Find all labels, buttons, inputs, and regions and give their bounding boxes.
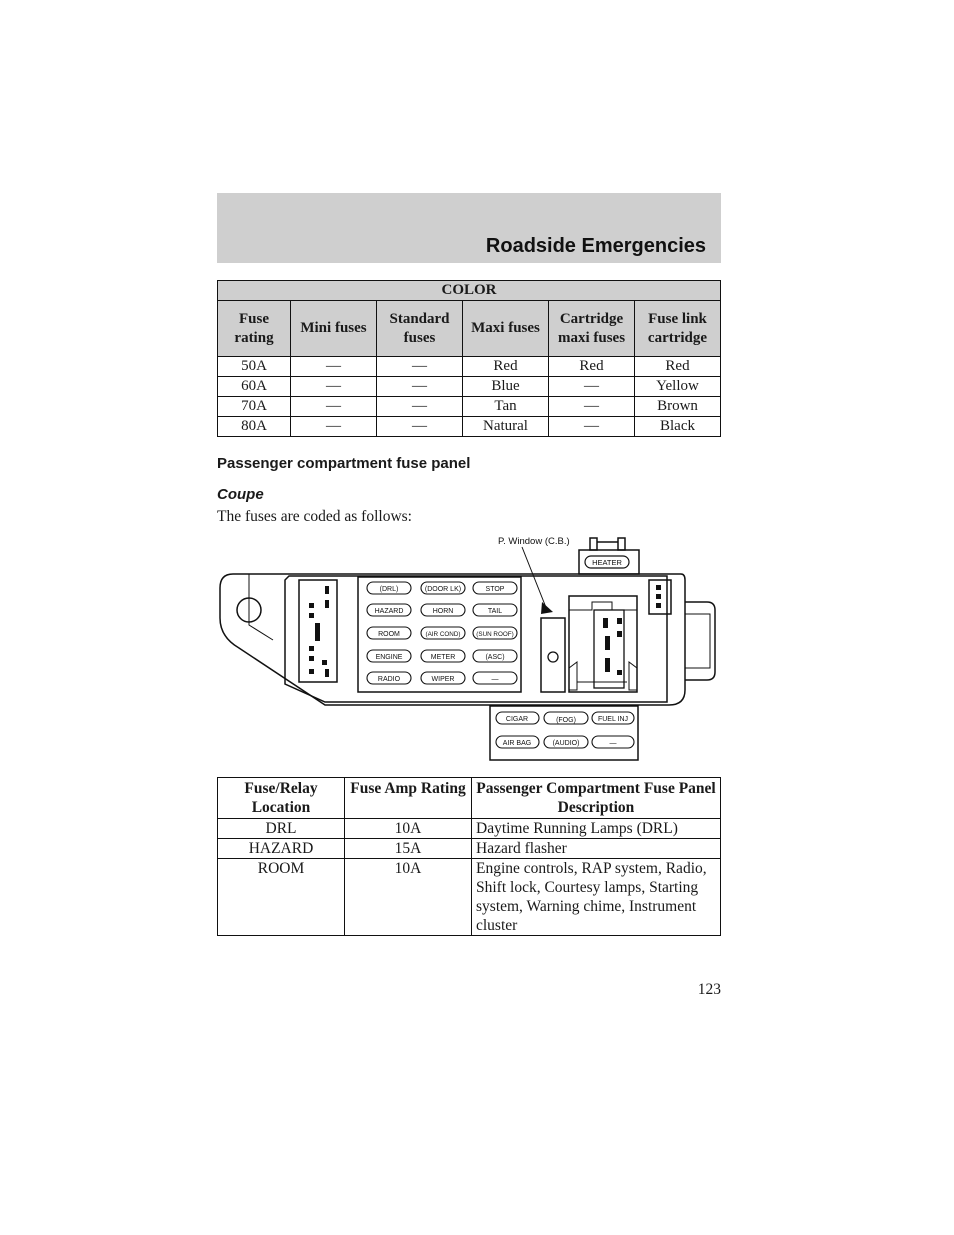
fuse-label: WIPER (431, 676, 455, 683)
table-row (218, 839, 721, 859)
table-cell: ROOM (218, 859, 345, 936)
fuse-label: METER (430, 654, 456, 661)
table-cell: Tan (463, 397, 549, 417)
fuse-label: (AIR COND) (425, 631, 461, 638)
table-row (218, 377, 721, 397)
table-row (218, 357, 721, 377)
fuse-label: RADIO (377, 676, 401, 683)
callout-label: P. Window (C.B.) (498, 536, 570, 547)
fuse-label: TAIL (487, 608, 503, 615)
col-description: Passenger Compartment Fuse Panel Description (472, 778, 721, 819)
table-cell: — (291, 397, 377, 417)
fuse-label: ENGINE (375, 654, 403, 661)
subsection-title: Coupe (217, 486, 264, 503)
callout-line (522, 547, 547, 610)
table-cell: Daytime Running Lamps (DRL) (472, 819, 721, 839)
table-row (218, 397, 721, 417)
fuse-label: (DOOR LK) (424, 586, 462, 593)
table-cell: Natural (463, 417, 549, 437)
col-mini-fuses: Mini fuses (291, 301, 377, 357)
table-cell: 60A (218, 377, 291, 397)
table-cell: — (549, 417, 635, 437)
table-cell: 15A (345, 839, 472, 859)
table-cell: Yellow (635, 377, 721, 397)
fuse-label: AIR BAG (502, 740, 532, 747)
fuse-label: ROOM (378, 631, 400, 638)
table-cell: Red (635, 357, 721, 377)
callout-arrow (541, 602, 553, 614)
table-cell: Red (463, 357, 549, 377)
fuse-label: (AUDIO) (552, 740, 580, 747)
table-cell: Engine controls, RAP system, Radio, Shift lock, Courtesy lamps, Starting system, Warning chime, Instrument cluster (472, 859, 721, 936)
fuse-label: — (609, 740, 617, 747)
table-cell: 10A (345, 859, 472, 936)
fuse-label: (FOG) (556, 717, 576, 724)
table-row (218, 859, 721, 936)
page-number: 123 (697, 981, 721, 998)
page-title: Roadside Emergencies (485, 235, 706, 257)
col-standard-fuses: Standard fuses (377, 301, 463, 357)
table-cell: Brown (635, 397, 721, 417)
fuse-label: — (491, 676, 499, 683)
table-cell: — (291, 377, 377, 397)
intro-text: The fuses are coded as follows: (217, 508, 412, 525)
fuse-label: CIGAR (505, 716, 529, 723)
fuse-label: (SUN ROOF) (476, 631, 514, 638)
fuse-label: HAZARD (374, 608, 404, 615)
table-cell: 70A (218, 397, 291, 417)
table-cell: Blue (463, 377, 549, 397)
color-group-header: COLOR (218, 281, 721, 301)
table-cell: Red (549, 357, 635, 377)
table-row (218, 417, 721, 437)
fuse-label: HORN (432, 608, 454, 615)
table-cell: — (377, 377, 463, 397)
table-cell: 50A (218, 357, 291, 377)
heater-label: HEATER (592, 558, 622, 567)
fuse-label: (ASC) (485, 654, 505, 661)
lower-fuse-block (490, 706, 638, 760)
fuse-panel-diagram (217, 530, 721, 765)
circuit-breaker (541, 618, 565, 692)
col-maxi-fuses: Maxi fuses (463, 301, 549, 357)
fuse-color-table (217, 280, 721, 437)
col-amp-rating: Fuse Amp Rating (345, 778, 472, 819)
table-cell: Hazard flasher (472, 839, 721, 859)
fuse-description-table (217, 777, 721, 936)
table-cell: — (377, 357, 463, 377)
table-cell: — (291, 357, 377, 377)
table-cell: — (549, 377, 635, 397)
table-cell: 10A (345, 819, 472, 839)
table-cell: — (291, 417, 377, 437)
header-band (217, 193, 721, 263)
fuse-label: FUEL INJ (597, 716, 629, 723)
fuse-label: STOP (485, 586, 505, 593)
col-fuse-rating: Fuse rating (218, 301, 291, 357)
section-title: Passenger compartment fuse panel (217, 455, 471, 472)
table-cell: — (377, 417, 463, 437)
table-cell: DRL (218, 819, 345, 839)
table-cell: — (549, 397, 635, 417)
table-cell: — (377, 397, 463, 417)
col-location: Fuse/Relay Location (218, 778, 345, 819)
table-row (218, 819, 721, 839)
fuse-label: (DRL) (379, 586, 399, 593)
table-cell: Black (635, 417, 721, 437)
table-cell: HAZARD (218, 839, 345, 859)
col-fuse-link: Fuse link cartridge (635, 301, 721, 357)
col-cartridge-maxi: Cartridge maxi fuses (549, 301, 635, 357)
table-cell: 80A (218, 417, 291, 437)
